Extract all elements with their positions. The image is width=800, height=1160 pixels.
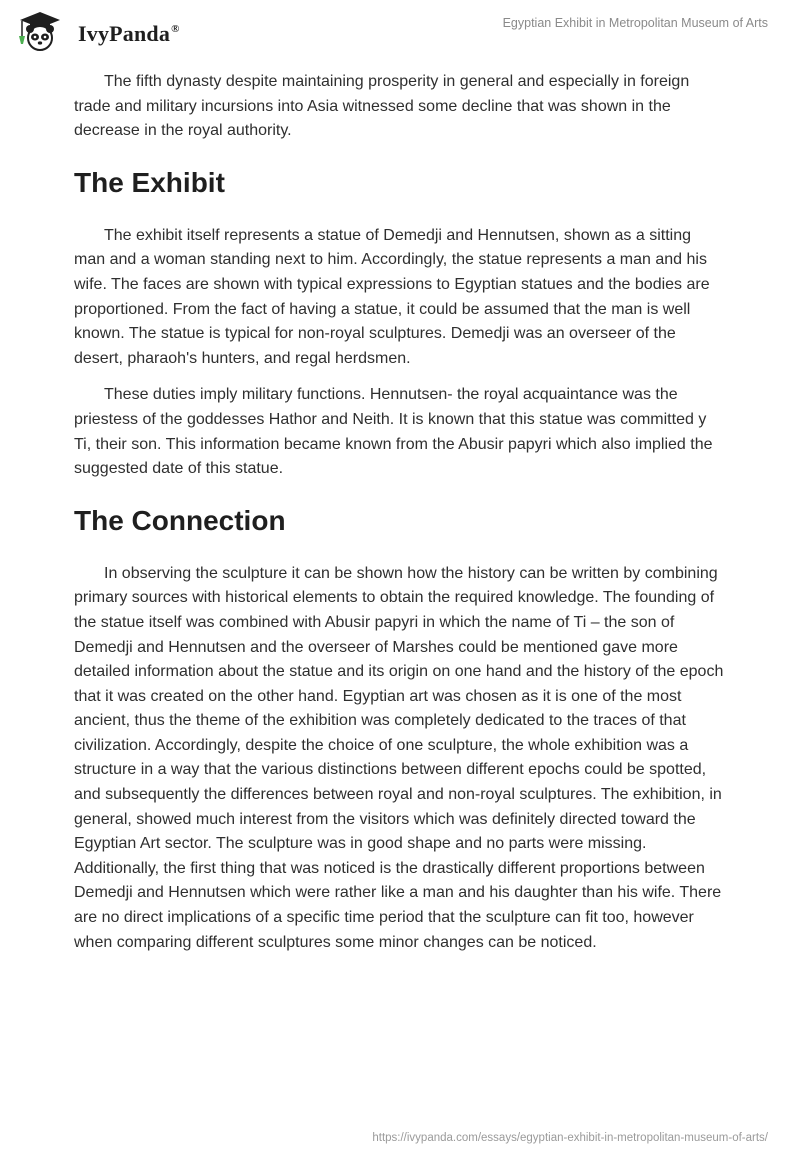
- section-heading-connection: The Connection: [74, 504, 286, 536]
- source-url[interactable]: https://ivypanda.com/essays/egyptian-exhibit-in-metropolitan-museum-of-arts/: [372, 1132, 768, 1144]
- essay-body: [74, 70, 724, 967]
- page-header: [0, 0, 800, 64]
- brand-logo[interactable]: [14, 10, 180, 57]
- panda-graduate-icon: [14, 10, 74, 57]
- brand-name: IvyPanda®: [78, 20, 180, 46]
- document-title: Egyptian Exhibit in Metropolitan Museum of Arts: [502, 16, 768, 30]
- paragraph: These duties imply military functions. Hennutsen- the royal acquaintance was the priestess of the goddesses Hathor and Neith. It is known that this statue was committed y Ti, their son. This information became known from the Abusir papyri which also implied the suggested date of this statue.: [74, 386, 713, 478]
- paragraph: The exhibit itself represents a statue of Demedji and Hennutsen, shown as a sitting man and a woman standing next to him. Accordingly, the statue represents a man and his wife. The faces are shown with typical expressions to Egyptian statues and the bodies are proportioned. From the fact of having a statue, it could be assumed that the man is well known. The statue is typical for non-royal sculptures. Demedji was an overseer of the desert, pharaoh's hunters, and regal herdsmen.: [74, 226, 710, 367]
- intro-paragraph: The fifth dynasty despite maintaining prosperity in general and especially in foreign trade and military incursions into Asia witnessed some decline that was shown in the decrease in the royal authority.: [74, 73, 690, 140]
- section-heading-exhibit: The Exhibit: [74, 166, 225, 198]
- paragraph: In observing the sculpture it can be shown how the history can be written by combining primary sources with historical elements to obtain the required knowledge. The founding of the statue itself was combined with Abusir papyri in which the name of Ti – the son of Demedji and Hennutsen and the overseer of Marshes could be mentioned gave more detailed information about the statue and its origin on one hand and the history of the epoch that it was created on the other hand. Egyptian art was chosen as it is one of the most ancient, thus the theme of the exhibition was completely dedicated to the traces of that civilization. Accordingly, despite the choice of one sculpture, the whole exhibition was a structure in a way that the various distinctions between different epochs could be spotted, and subsequently the differences between royal and non-royal sculptures. The exhibition, in general, showed much interest from the visitors which was definitely directed toward the Egyptian Art sector. The sculpture was in good shape and no parts were missing. Additionally, the first thing that was noticed is the drastically different proportions between Demedji and Hennutsen which were rather like a man and his daughter than his wife. There are no direct implications of a specific time period that the sculpture can fit too, however when comparing different sculptures some minor changes can be noticed.: [74, 564, 724, 951]
